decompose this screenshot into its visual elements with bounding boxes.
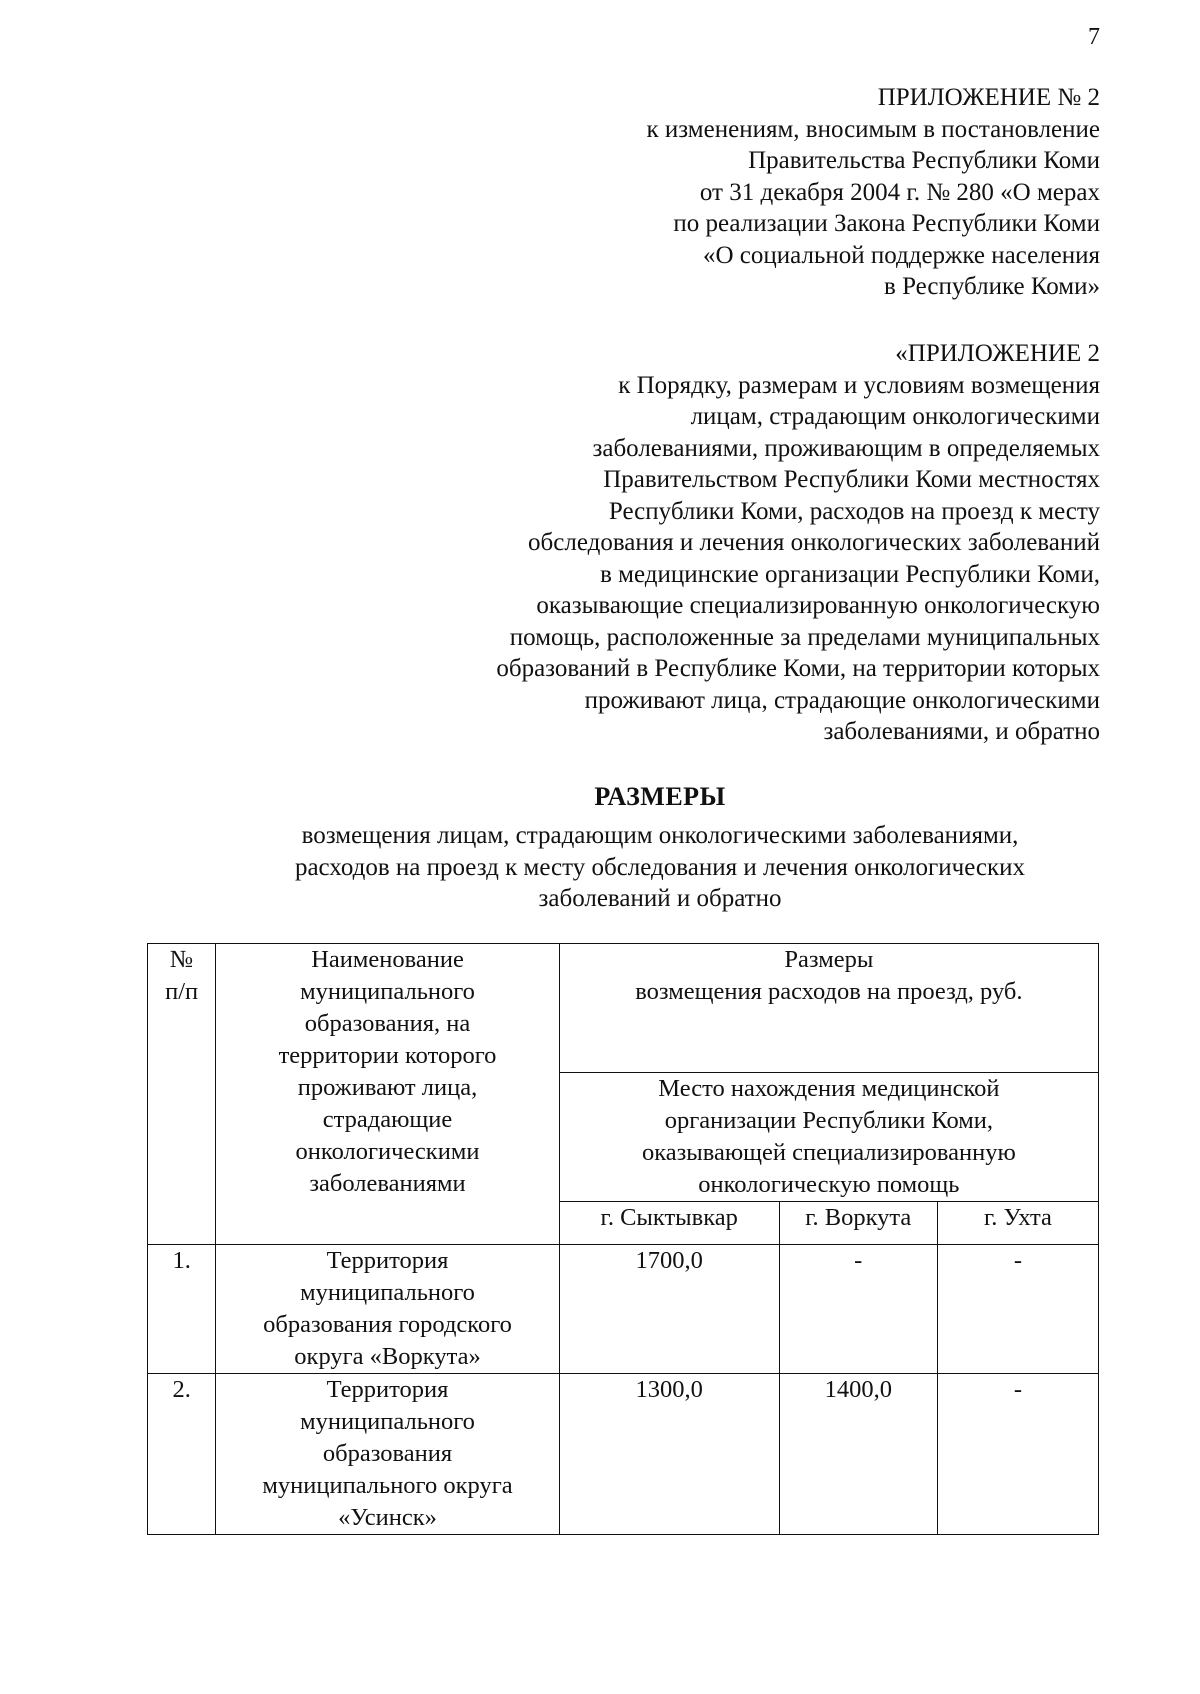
inner-appendix-line: Республики Коми, расходов на проезд к месту (608, 497, 1100, 525)
territory-name-line: муниципального округа (262, 1472, 513, 1499)
header-city-syktyvkar: г. Сыктывкар (559, 1202, 779, 1245)
header-city-vorkuta: г. Воркута (779, 1202, 937, 1245)
header-name-line: Наименование (311, 946, 464, 973)
appendix-header-line: по реализации Закона Республики Коми (673, 210, 1100, 237)
inner-appendix-line: образований в Республике Коми, на территории которых (496, 655, 1100, 682)
page-number: 7 (1088, 24, 1100, 50)
header-number-cell (148, 944, 216, 1245)
header-sizes-cell (559, 944, 1098, 1073)
value-syktyvkar: 1700,0 (559, 1245, 779, 1374)
header-sizes-line: Размеры (784, 946, 874, 973)
inner-appendix-line: в медицинские организации Республики Коми, (600, 560, 1100, 588)
value-vorkuta: 1400,0 (779, 1374, 937, 1535)
subtitle-line: возмещения лицам, страдающим онкологическими заболеваниями, (301, 822, 1019, 849)
header-name-line: территории которого (278, 1042, 497, 1069)
territory-name-line: муниципального (300, 1408, 475, 1435)
row-territory-name (216, 1245, 560, 1374)
reimbursement-table (147, 943, 1099, 1535)
territory-name-line: образования городского (263, 1311, 512, 1338)
inner-appendix-line: оказывающие специализированную онкологическую (536, 592, 1100, 619)
territory-name-line: Территория (326, 1247, 449, 1274)
document-subtitle (0, 820, 1200, 915)
table-header-row (148, 944, 1099, 1073)
header-name-line: онкологическими (295, 1138, 480, 1165)
row-number: 2. (148, 1374, 216, 1535)
territory-name-line: муниципального (300, 1279, 475, 1306)
territory-name-line: образования (322, 1440, 453, 1467)
appendix-header (380, 82, 1100, 303)
header-number-line: № (169, 946, 194, 973)
value-vorkuta: - (779, 1245, 937, 1374)
header-sizes-line: возмещения расходов на проезд, руб. (635, 978, 1023, 1005)
header-name-line: страдающие (322, 1106, 453, 1133)
inner-appendix (380, 338, 1100, 748)
inner-appendix-line: «ПРИЛОЖЕНИЕ 2 (895, 340, 1100, 367)
header-name-line: образования, на (304, 1010, 471, 1037)
header-name-line: проживают лица, (297, 1074, 478, 1101)
territory-name-line: «Усинск» (338, 1504, 437, 1531)
subtitle-line: заболеваний и обратно (538, 885, 782, 912)
territory-name-line: округа «Воркута» (294, 1343, 481, 1370)
header-location-cell (559, 1073, 1098, 1202)
appendix-header-line: Правительства Республики Коми (748, 147, 1100, 174)
appendix-header-line: от 31 декабря 2004 г. № 280 «О мерах (699, 178, 1100, 206)
inner-appendix-line: заболеваниями, и обратно (823, 718, 1100, 745)
appendix-header-line: к изменениям, вносимым в постановление (646, 115, 1100, 143)
value-ukhta: - (937, 1245, 1098, 1374)
row-number: 1. (148, 1245, 216, 1374)
table-row (148, 1245, 1099, 1374)
appendix-header-line: в Республике Коми» (884, 273, 1100, 300)
table-row (148, 1374, 1099, 1535)
value-ukhta: - (937, 1374, 1098, 1535)
header-name-line: заболеваниями (309, 1170, 466, 1197)
inner-appendix-line: лицам, страдающим онкологическими (690, 403, 1100, 430)
value-syktyvkar: 1300,0 (559, 1374, 779, 1535)
inner-appendix-line: к Порядку, размерам и условиям возмещения (618, 371, 1100, 399)
inner-appendix-line: Правительством Республики Коми местностях (603, 466, 1100, 493)
territory-name-line: Территория (326, 1376, 449, 1403)
appendix-header-line: «О социальной поддержке населения (703, 241, 1100, 269)
header-number-line: п/п (165, 978, 199, 1005)
header-location-line: онкологическую помощь (698, 1171, 960, 1198)
inner-appendix-line: помощь, расположенные за пределами муниципальных (509, 623, 1100, 651)
inner-appendix-line: проживают лица, страдающие онкологическими (584, 686, 1100, 714)
header-location-line: оказывающей специализированную (641, 1139, 1016, 1166)
appendix-header-line: ПРИЛОЖЕНИЕ № 2 (877, 84, 1100, 111)
document-title: РАЗМЕРЫ (594, 782, 726, 811)
header-city-ukhta: г. Ухта (937, 1202, 1098, 1245)
subtitle-line: расходов на проезд к месту обследования и лечения онкологических (294, 853, 1026, 881)
header-location-line: Место нахождения медицинской (658, 1075, 1000, 1102)
inner-appendix-line: заболеваниями, проживающим в определяемых (592, 434, 1100, 462)
header-name-cell (216, 944, 560, 1245)
inner-appendix-line: обследования и лечения онкологических заболеваний (528, 529, 1100, 556)
header-location-line: организации Республики Коми, (664, 1107, 994, 1134)
header-name-line: муниципального (300, 978, 475, 1005)
row-territory-name (216, 1374, 560, 1535)
